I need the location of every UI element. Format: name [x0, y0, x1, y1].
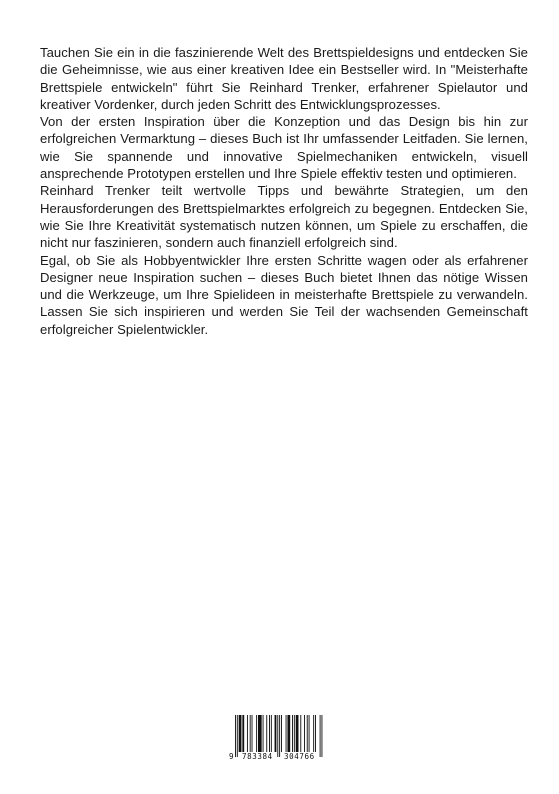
barcode-bar — [320, 715, 321, 757]
blurb-paragraph-4: Egal, ob Sie als Hobbyentwickler Ihre ersten Schritte wagen oder als erfahrener Designer neue Inspiration suchen – dieses Buch bietet Ihnen das nötige Wissen und die Werkzeuge, um Ihre Spielideen in meisterhafte Brettspiele zu verwandeln. Lassen Sie sich inspirieren und werden Sie Teil der wachsenden Gemeinschaft erfolgreicher Spielentwickler. — [40, 252, 528, 337]
barcode-bar — [304, 715, 305, 752]
blurb-text — [40, 44, 528, 338]
barcode-bar — [250, 715, 251, 752]
barcode-bar — [237, 715, 238, 757]
barcode-bar — [275, 715, 277, 752]
barcode-bar — [269, 715, 270, 752]
blurb-paragraph-2: Von der ersten Inspiration über die Konzeption und das Design bis hin zur erfolgreichen Vermarktung – dieses Buch ist Ihr umfassender Leitfaden. Sie lernen, wie Sie spannende und innovative Spielmechaniken entwickeln, visuell ansprechende Prototypen erstellen und Ihre Spiele effektiv testen und optimieren. — [40, 114, 528, 182]
barcode-bar — [239, 715, 242, 752]
blurb-paragraph-3: Reinhard Trenker teilt wertvolle Tipps und bewährte Strategien, um den Herausforderungen des Brettspielmarktes erfolgreich zu begegnen. Entdecken Sie, wie Sie Ihre Kreativität systematisch nutzen können, um Spiele zu erschaffen, die nicht nur faszinieren, sondern auch finanziell erfolgreich sind. — [40, 183, 528, 251]
barcode-bar — [286, 715, 287, 752]
barcode-bar — [307, 715, 308, 752]
barcode-bar — [315, 715, 316, 752]
barcode-left-digits: 783384 — [242, 752, 273, 761]
isbn-barcode — [229, 713, 329, 763]
barcode-bar — [287, 715, 290, 752]
barcode-bar — [313, 715, 314, 752]
barcode-bar — [300, 715, 301, 752]
barcode-bar — [279, 715, 280, 757]
barcode-first-digit: 9 — [229, 752, 234, 761]
barcode-bar — [235, 715, 236, 757]
barcode-bar — [296, 715, 299, 752]
barcode-bar — [321, 715, 322, 757]
blurb-paragraph-1: Tauchen Sie ein in die faszinierende Welt des Brettspieldesigns und entdecken Sie die Geheimnisse, wie aus einer kreativen Idee ein Bestseller wird. In "Meisterhafte Brettspiele entwickeln" führt Sie Reinhard Trenker, erfahrener Spielautor und kreativer Vordenker, durch jeden Schritt des Entwicklungsprozesses. — [40, 45, 528, 112]
barcode-bar — [266, 715, 267, 752]
barcode-bar — [256, 715, 257, 752]
barcode-right-digits: 304766 — [284, 752, 315, 761]
barcode-bar — [252, 715, 253, 752]
barcode-bar — [258, 715, 262, 752]
barcode-bar — [271, 715, 272, 752]
barcode-bar — [281, 715, 282, 752]
barcode-bar — [263, 715, 264, 752]
barcode-bar — [294, 715, 295, 752]
barcode-bar — [277, 715, 278, 757]
barcode-bar — [242, 715, 244, 752]
barcode-bar — [247, 715, 248, 752]
barcode-bar — [292, 715, 293, 752]
barcode-bar — [309, 715, 310, 752]
